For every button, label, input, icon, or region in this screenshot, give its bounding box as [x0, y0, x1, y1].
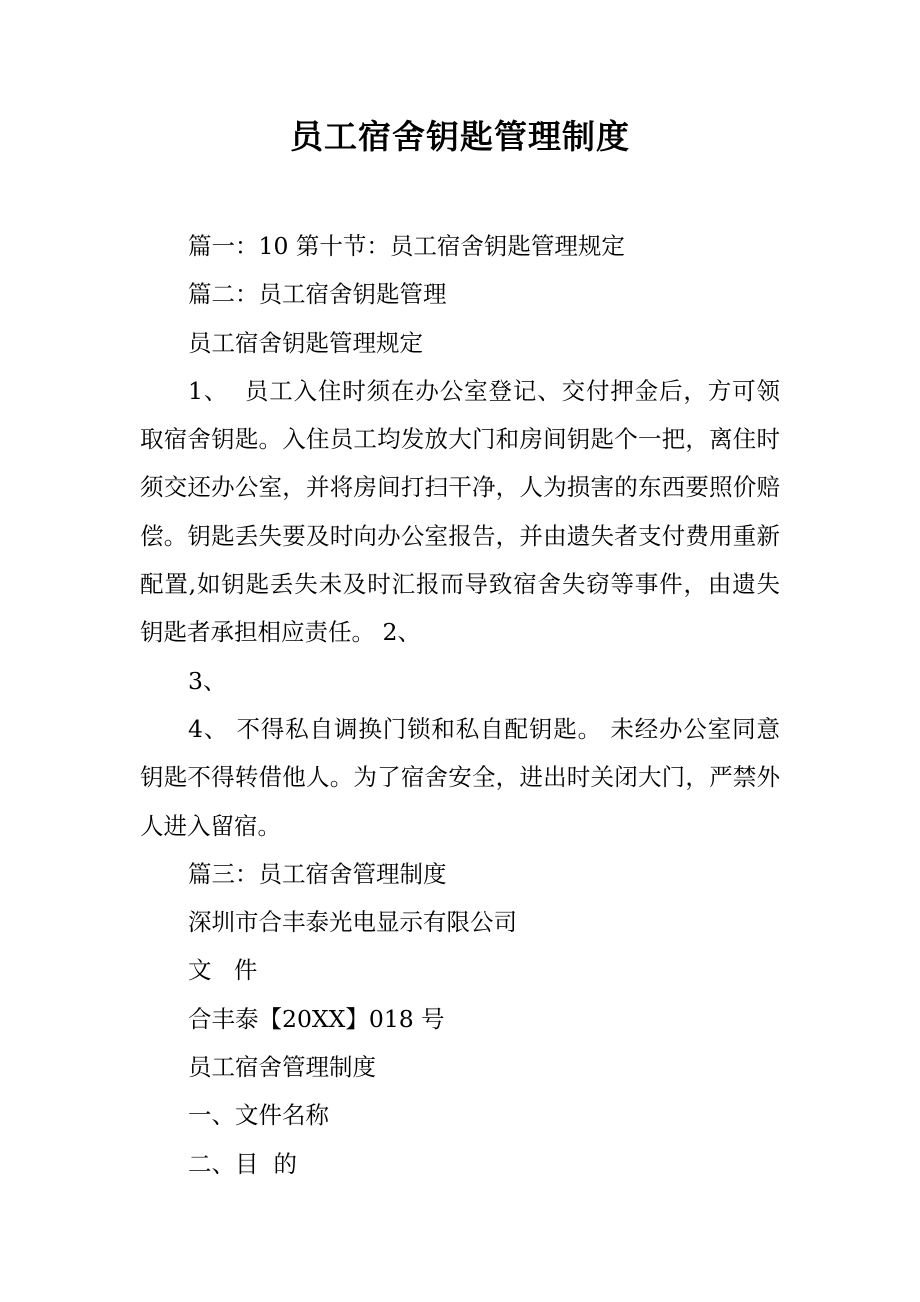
paragraph-5: 3、: [188, 666, 227, 695]
paragraph-9: 文 件: [188, 956, 258, 985]
paragraph-1: 篇一：10 第十节：员工宿舍钥匙管理规定: [188, 232, 625, 260]
document-body: [140, 222, 780, 1188]
paragraph-12: 一、文件名称: [188, 1101, 329, 1130]
document-title: 员工宿舍钥匙管理制度: [290, 117, 630, 156]
paragraph-10: 合丰泰【20XX】018 号: [188, 1004, 445, 1033]
paragraph-8: 深圳市合丰泰光电显示有限公司: [188, 908, 517, 937]
paragraph-2: 篇二：员工宿舍钥匙管理: [188, 280, 447, 309]
paragraph-6: 4、 不得私自调换门锁和私自配钥匙。 未经办公室同意钥匙不得转借他人。为了宿舍安全，进出时关闭大门，严禁外人进入留宿。: [140, 714, 781, 840]
paragraph-3: 员工宿舍钥匙管理规定: [188, 328, 423, 357]
paragraph-13: 二、目 的: [188, 1149, 297, 1178]
paragraph-4: 1、 员工入住时须在办公室登记、交付押金后，方可领取宿舍钥匙。入住员工均发放大门和房间钥匙个一把，离住时须交还办公室，并将房间打扫干净，人为损害的东西要照价赔偿。钥匙丢失要及时向办公室报告，并由遗失者支付费用重新配置,如钥匙丢失未及时汇报而导致宿舍失窃等事件，由遗失钥匙者承担相应责任。 2、: [140, 376, 780, 647]
paragraph-11: 员工宿舍管理制度: [188, 1053, 376, 1082]
paragraph-7: 篇三：员工宿舍管理制度: [188, 859, 447, 888]
